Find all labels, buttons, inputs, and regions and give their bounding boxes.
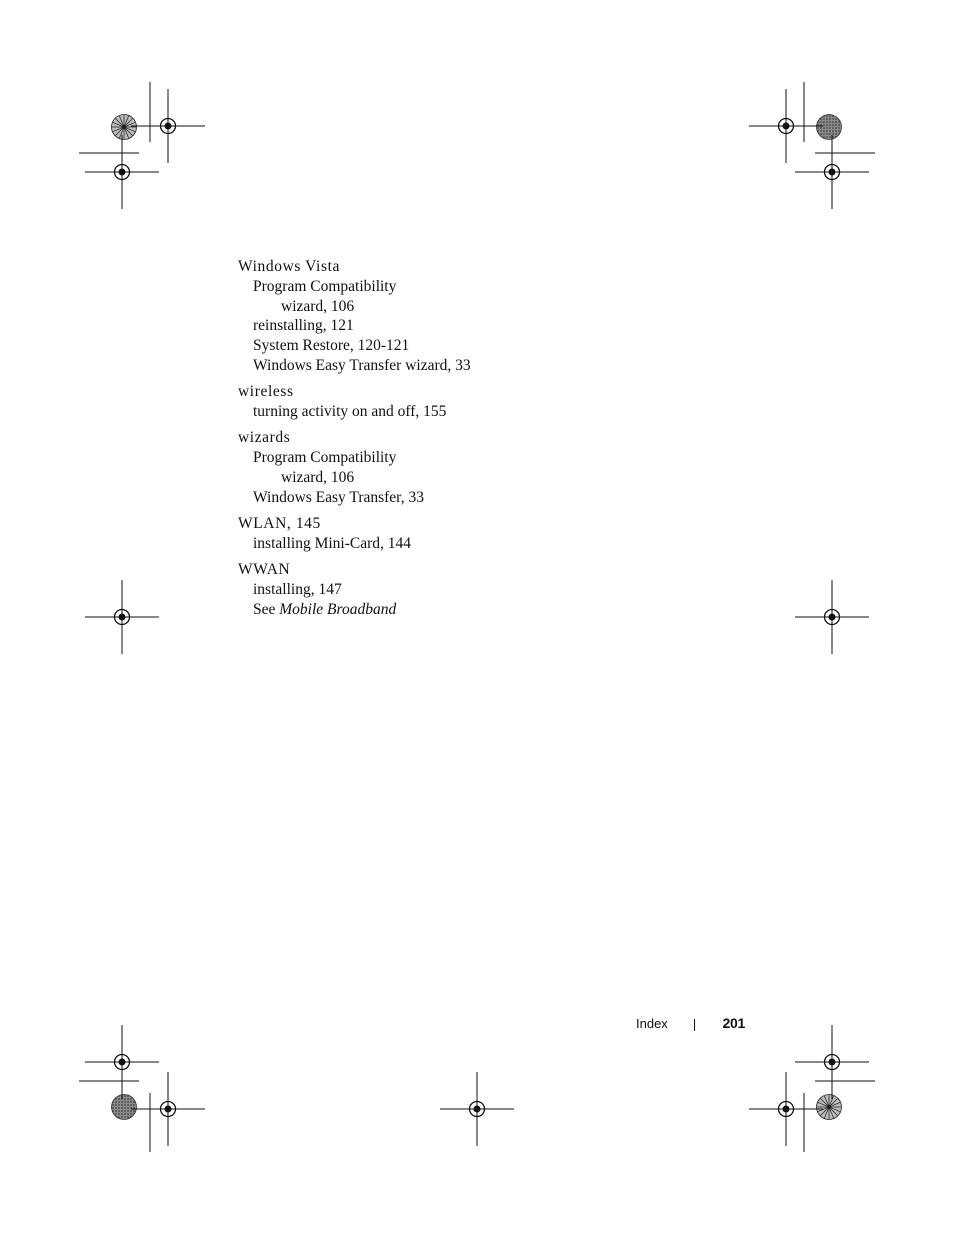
index-term: wireless [238, 383, 294, 401]
index-entry-wizards [238, 428, 658, 507]
index-subentry: installing Mini-Card, 144 [253, 534, 412, 552]
index-subentry: Program Compatibility [253, 277, 397, 295]
page-number: 201 [722, 1015, 745, 1031]
index-term: WLAN, 145 [238, 515, 321, 533]
index-entry-windows-vista [238, 257, 658, 376]
see-prefix: See [253, 600, 280, 618]
index-entry-wireless [238, 382, 658, 422]
index-subentry: Windows Easy Transfer, 33 [253, 488, 424, 506]
footer-section-label: Index [636, 1016, 668, 1031]
index-entry-wlan [238, 514, 658, 554]
index-term: wizards [238, 429, 291, 447]
index-subentry: Program Compatibility [253, 449, 397, 467]
page-footer [600, 1014, 746, 1034]
index-list [238, 257, 658, 626]
index-subentry-continuation: wizard, 106 [281, 297, 355, 315]
index-subentry: installing, 147 [253, 580, 342, 598]
index-term: WWAN [238, 561, 291, 579]
index-term: Windows Vista [238, 258, 340, 275]
index-subentry: Windows Easy Transfer wizard, 33 [253, 356, 471, 374]
index-entry-wwan [238, 560, 658, 619]
index-subentry: turning activity on and off, 155 [253, 403, 447, 421]
index-subentry: reinstalling, 121 [253, 317, 354, 335]
footer-separator [694, 1019, 695, 1031]
index-subentry-continuation: wizard, 106 [281, 468, 355, 486]
see-target: Mobile Broadband [279, 600, 397, 618]
index-see-reference [238, 600, 658, 620]
index-subentry: System Restore, 120-121 [253, 337, 410, 355]
